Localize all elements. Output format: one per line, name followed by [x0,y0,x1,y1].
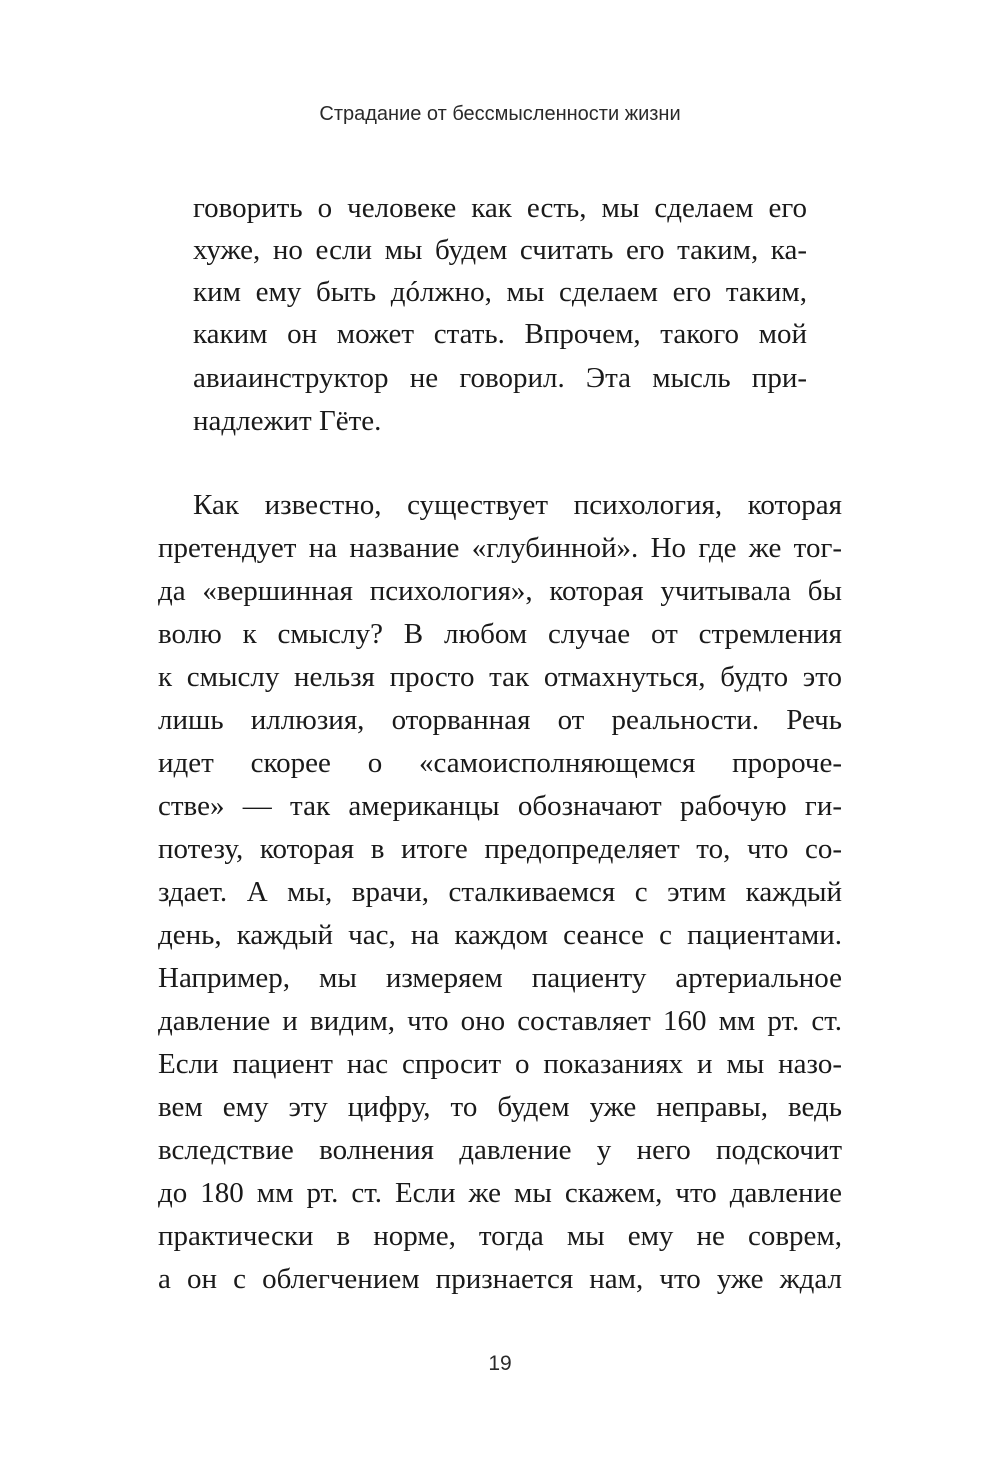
quote-line: авиаинструктор не говорил. Эта мысль при- [193,362,807,394]
body-line: претендует на название «глубинной». Но где же тог- [158,532,842,564]
body-line: к смыслу нельзя просто так отмахнуться, будто это [158,661,842,693]
quote-line: хуже, но если мы будем считать его таким, ка- [193,234,807,266]
body-line: да «вершинная психология», которая учитывала бы [158,575,842,607]
body-line: день, каждый час, на каждом сеансе с пациентами. [158,919,842,951]
body-line: лишь иллюзия, оторванная от реальности. Речь [158,704,842,736]
body-line: Если пациент нас спросит о показаниях и мы назо- [158,1048,842,1080]
quote-line: надлежит Гёте. [193,405,382,437]
body-line: давление и видим, что оно составляет 160 мм рт. ст. [158,1005,842,1037]
body-line: волю к смыслу? В любом случае от стремления [158,618,842,650]
body-line: а он с облегчением признается нам, что уже ждал [158,1263,842,1295]
body-line: практически в норме, тогда мы ему не соврем, [158,1220,842,1252]
body-line: Как известно, существует психология, которая [193,489,842,521]
quote-line: говорить о человеке как есть, мы сделаем его [193,192,807,224]
quote-line: ким ему быть дóлжно, мы сделаем его таким, [193,276,807,308]
body-line: вследствие волнения давление у него подскочит [158,1134,842,1166]
running-header: Страдание от бессмысленности жизни [319,103,681,125]
body-line: здает. А мы, врачи, сталкиваемся с этим каждый [158,876,842,908]
body-line: Например, мы измеряем пациенту артериальное [158,962,842,994]
body-line: стве» — так американцы обозначают рабочую ги- [158,790,842,822]
body-line: до 180 мм рт. ст. Если же мы скажем, что давление [158,1177,842,1209]
quote-line: каким он может стать. Впрочем, такого мой [193,318,807,350]
body-line: потезу, которая в итоге предопределяет то, что со- [158,833,842,865]
body-line: вем ему эту цифру, то будем уже неправы, ведь [158,1091,842,1123]
body-line: идет скорее о «самоисполняющемся пророче- [158,747,842,779]
page-number: 19 [488,1352,512,1375]
